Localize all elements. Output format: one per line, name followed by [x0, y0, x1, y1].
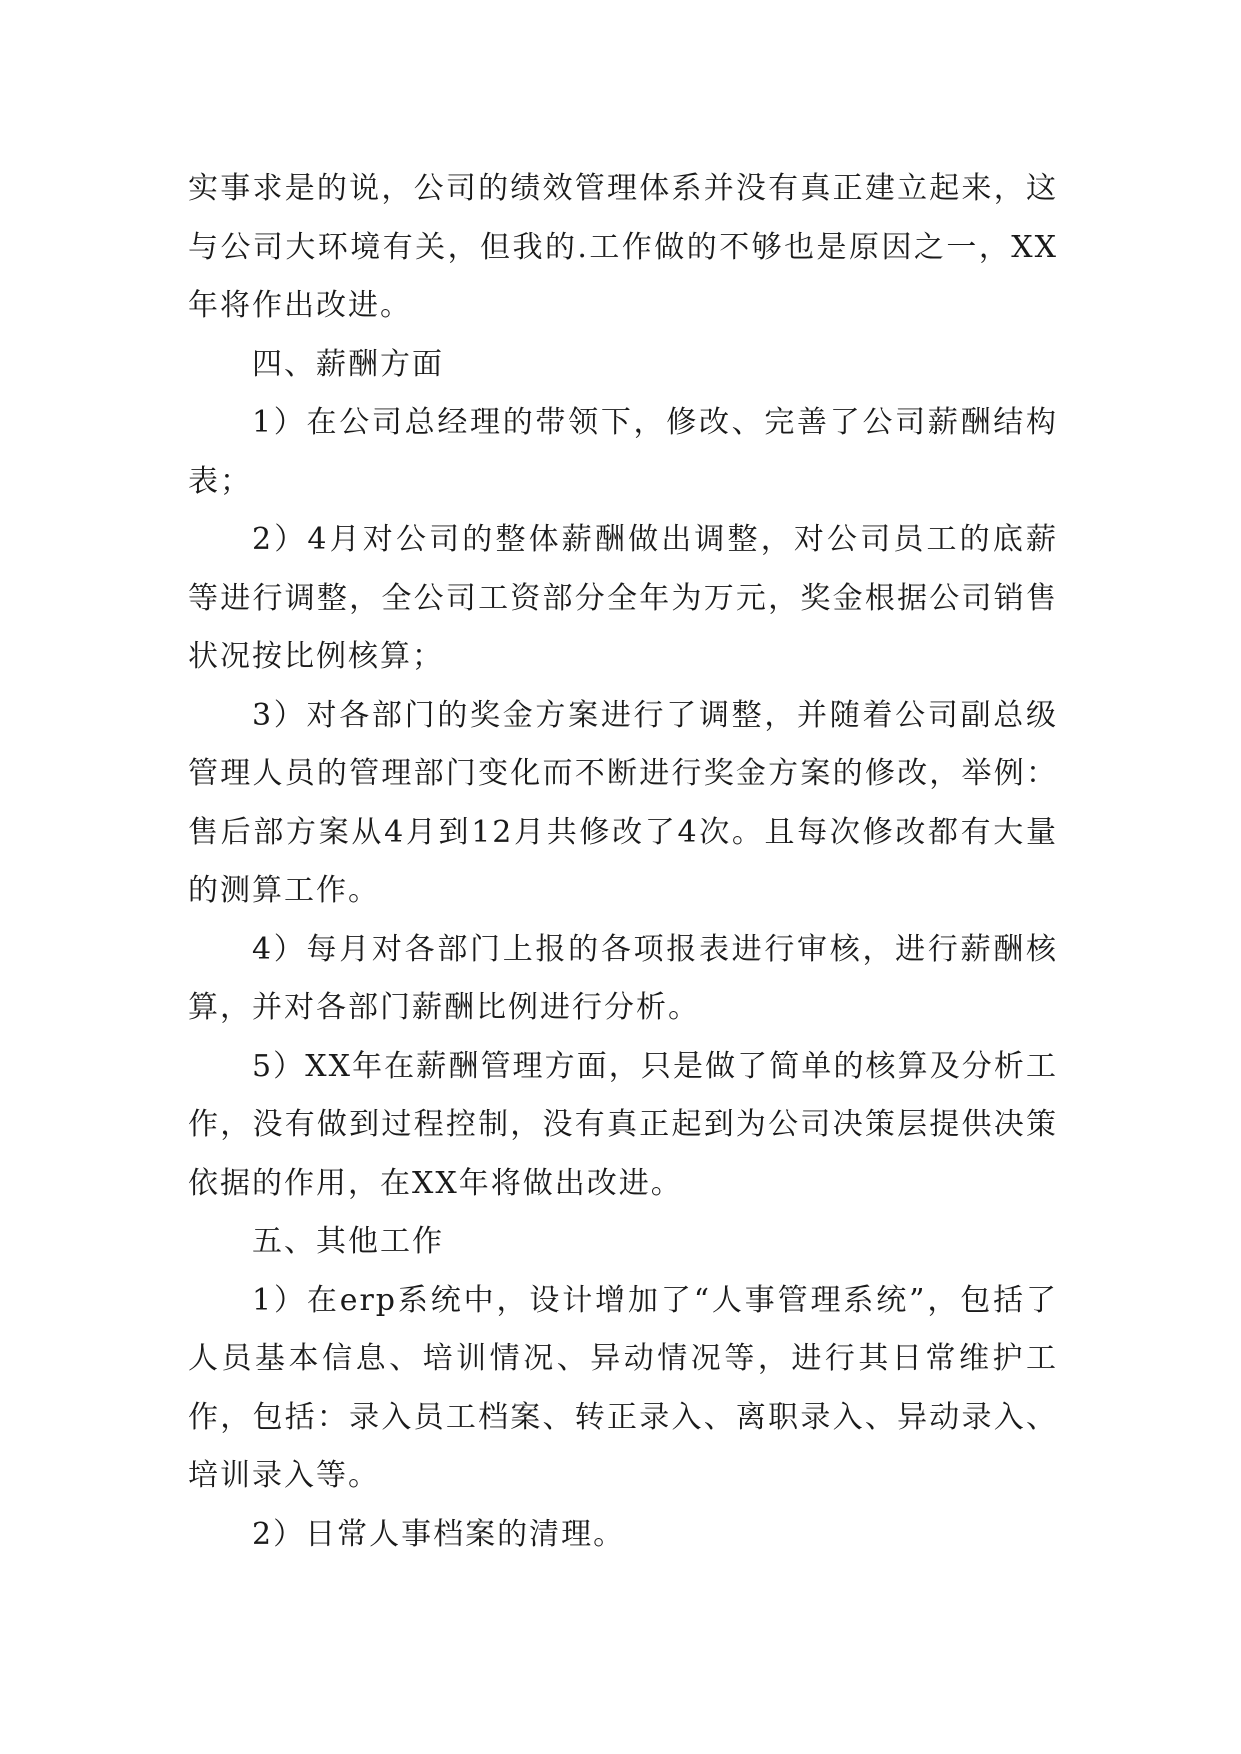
section-heading-other-work: 五、其他工作 [252, 1224, 444, 1259]
section-heading-compensation: 四、薪酬方面 [252, 346, 444, 382]
paragraph-compensation-item-3: 3）对各部门的奖金方案进行了调整，并随着公司副总级管理人员的管理部门变化而不断进行奖金方案的修改，举例：售后部方案从4月到12月共修改了4次。且每次修改都有大量的测算工作。 [188, 697, 1058, 908]
paragraph-compensation-item-5: 5）XX年在薪酬管理方面，只是做了简单的核算及分析工作，没有做到过程控制，没有真正起到为公司决策层提供决策依据的作用，在XX年将做出改进。 [188, 1048, 1058, 1201]
paragraph-compensation-item-2: 2）4月对公司的整体薪酬做出调整，对公司员工的底薪等进行调整，全公司工资部分全年为万元，奖金根据公司销售状况按比例核算； [188, 522, 1058, 674]
paragraph-other-work-item-2: 2）日常人事档案的清理。 [252, 1516, 626, 1552]
document-body [188, 160, 1058, 1564]
paragraph-compensation-item-1: 1）在公司总经理的带领下，修改、完善了公司薪酬结构表； [188, 405, 1058, 499]
paragraph-performance-summary: 实事求是的说，公司的绩效管理体系并没有真正建立起来，这与公司大环境有关，但我的.工作做的不够也是原因之一，XX年将作出改进。 [188, 171, 1058, 323]
paragraph-compensation-item-4: 4）每月对各部门上报的各项报表进行审核，进行薪酬核算，并对各部门薪酬比例进行分析。 [188, 931, 1058, 1025]
paragraph-other-work-item-1: 1）在erp系统中，设计增加了“人事管理系统”，包括了人员基本信息、培训情况、异动情况等，进行其日常维护工作，包括：录入员工档案、转正录入、离职录入、异动录入、培训录入等。 [188, 1282, 1058, 1493]
